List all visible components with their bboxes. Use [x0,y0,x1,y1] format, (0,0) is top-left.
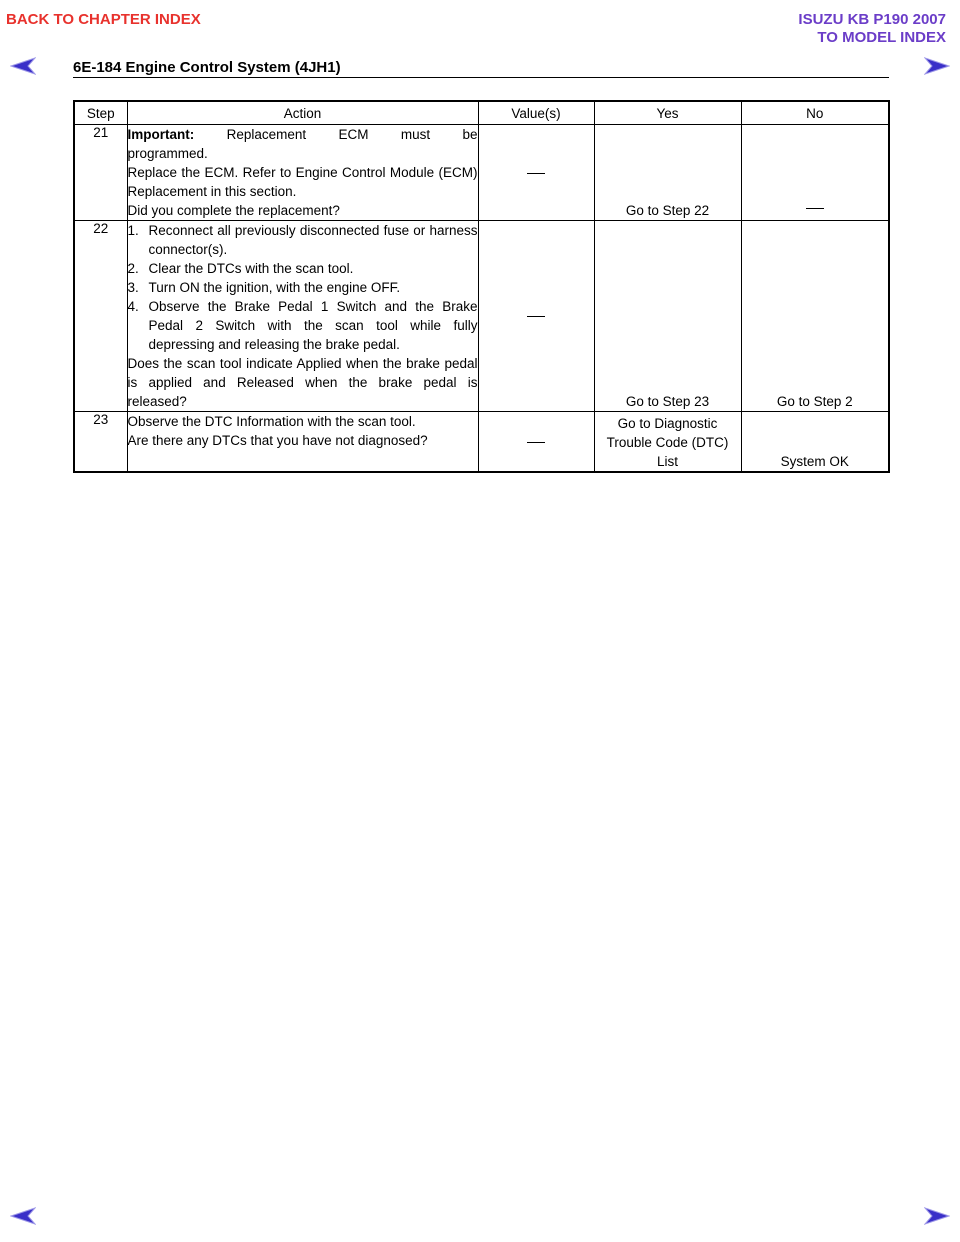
no-cell: System OK [741,412,889,473]
list-text: Clear the DTCs with the scan tool. [148,261,354,276]
list-item [128,297,478,354]
column-header-yes: Yes [594,101,741,125]
important-text: programmed. [127,146,208,161]
important-word: ECM [338,127,369,142]
important-line [128,125,478,144]
list-item [128,221,478,259]
column-header-values: Value(s) [478,101,594,125]
step-number: 23 [74,412,127,473]
previous-page-arrow-icon[interactable] [10,1207,36,1225]
table-row [74,125,889,221]
column-header-step: Step [74,101,127,125]
value-cell [478,412,594,473]
list-text: Turn ON the ignition, with the engine OFF. [148,280,401,295]
em-dash [806,208,824,209]
diagnostic-table [73,100,890,473]
yes-cell [594,412,741,473]
yes-line: List [656,454,678,469]
table-row [74,412,889,473]
back-to-chapter-index-link[interactable]: BACK TO CHAPTER INDEX [6,11,201,28]
column-header-action: Action [127,101,478,125]
important-word: be [462,127,478,142]
yes-cell: Go to Step 23 [594,221,741,412]
page-title: 6E-184 Engine Control System (4JH1) [73,59,341,76]
list-number: 2. [127,261,139,276]
list-number: 3. [127,280,139,295]
yes-line: Trouble Code (DTC) [606,435,729,450]
list-number: 4. [127,299,139,314]
column-header-no: No [741,101,889,125]
list-number: 1. [127,223,139,238]
action-cell [127,125,478,221]
em-dash [527,173,545,174]
step-number: 21 [74,125,127,221]
no-cell: Go to Step 2 [741,221,889,412]
to-model-index-link[interactable]: TO MODEL INDEX [817,29,946,46]
em-dash [527,442,545,443]
action-cell [127,221,478,412]
previous-page-arrow-icon[interactable] [10,57,36,75]
em-dash [527,316,545,317]
list-item [128,278,478,297]
important-word: Replacement [226,127,307,142]
list-text: Reconnect all previously disconnected fuse or harness connector(s). [148,223,478,257]
model-title-link[interactable]: ISUZU KB P190 2007 [798,11,946,28]
next-page-arrow-icon[interactable] [924,57,950,75]
important-word: must [400,127,431,142]
important-label: Important: [127,127,195,142]
action-question: Did you complete the replacement? [127,203,340,218]
step-number: 22 [74,221,127,412]
list-text: Observe the Brake Pedal 1 Switch and the Brake Pedal 2 Switch with the scan tool while fully depressing and releasing the brake pedal. [148,299,478,352]
title-divider [73,77,889,78]
action-question: Are there any DTCs that you have not diagnosed? [127,433,428,448]
list-item [128,259,478,278]
action-question: Does the scan tool indicate Applied when the brake pedal is applied and Released when the brake pedal is released? [127,356,478,409]
table-header-row [74,101,889,125]
action-cell [127,412,478,473]
no-cell [741,125,889,221]
value-cell [478,125,594,221]
next-page-arrow-icon[interactable] [924,1207,950,1225]
table-row [74,221,889,412]
action-text: Observe the DTC Information with the scan tool. [127,414,416,429]
yes-line: Go to Diagnostic [617,416,718,431]
value-cell [478,221,594,412]
action-steps-list [128,221,478,354]
yes-cell: Go to Step 22 [594,125,741,221]
action-text: Replace the ECM. Refer to Engine Control Module (ECM) Replacement in this section. [127,165,478,199]
